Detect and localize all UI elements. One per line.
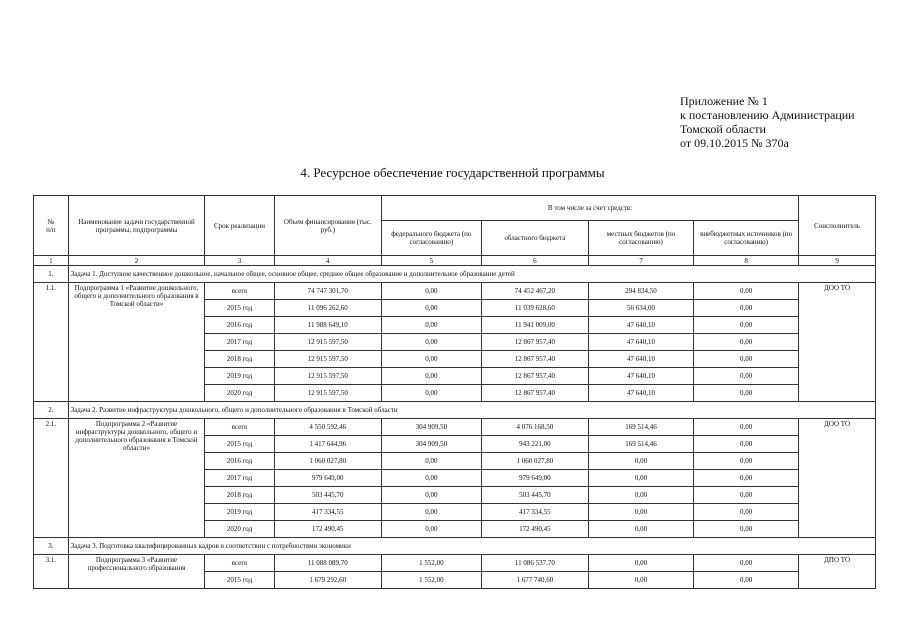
volume-cell: 12 915 597,50 [274,368,381,385]
federal-cell: 0,00 [381,334,481,351]
term-cell: 2020 год [205,385,274,402]
subprogram-number: 3.1. [34,555,69,589]
header-name: Наименование задачи государственной программы, подпрограммы [68,196,205,256]
subprogram-number: 2.1. [34,419,69,538]
local-cell: 0,00 [588,470,693,487]
executor-cell: ДОО ТО [799,419,876,538]
regional-cell: 417 334,55 [481,504,588,521]
term-cell: 2018 год [205,487,274,504]
header-extra: внебюджетных источников (по согласованию) [694,221,799,256]
local-cell: 47 640,10 [588,351,693,368]
header-federal: федерального бюджета (по согласованию) [381,221,481,256]
term-cell: всего [205,555,274,572]
extra-cell: 0,00 [694,555,799,572]
table-body [34,266,876,589]
regional-cell: 503 445,70 [481,487,588,504]
header-volume: Объем финансирования (тыс. руб.) [274,196,381,256]
regional-cell: 172 490,45 [481,521,588,538]
local-cell: 0,00 [588,504,693,521]
local-cell: 0,00 [588,521,693,538]
extra-cell: 0,00 [694,419,799,436]
local-cell: 0,00 [588,572,693,589]
extra-cell: 0,00 [694,521,799,538]
local-cell: 47 640,10 [588,368,693,385]
extra-cell: 0,00 [694,317,799,334]
volume-cell: 12 915 597,50 [274,351,381,368]
volume-cell: 979 649,00 [274,470,381,487]
volume-cell: 12 915 597,50 [274,385,381,402]
local-cell: 169 514,46 [588,419,693,436]
extra-cell: 0,00 [694,453,799,470]
extra-cell: 0,00 [694,368,799,385]
term-cell: 2019 год [205,368,274,385]
subprogram-name: Подпрограмма 3 «Развитие профессионального образования [68,555,205,589]
federal-cell: 0,00 [381,521,481,538]
federal-cell: 0,00 [381,470,481,487]
task-title: Задача 3. Подготовка квалифицированных кадров в соответствии с потребностями экономики [68,538,875,555]
extra-cell: 0,00 [694,351,799,368]
table-row [34,555,876,572]
term-cell: 2016 год [205,317,274,334]
extra-cell: 0,00 [694,572,799,589]
federal-cell: 0,00 [381,317,481,334]
extra-cell: 0,00 [694,487,799,504]
task-row [34,266,876,283]
subprogram-name: Подпрограмма 1 «Развитие дошкольного, общего и дополнительного образования в Томской области» [68,283,205,402]
subprogram-number: 1.1. [34,283,69,402]
local-cell: 169 514,46 [588,436,693,453]
regional-cell: 1 060 027,80 [481,453,588,470]
regional-cell: 12 867 957,40 [481,385,588,402]
col-number: 1 [34,256,69,266]
executor-cell: ДОО ТО [799,283,876,402]
term-cell: 2020 год [205,521,274,538]
extra-cell: 0,00 [694,385,799,402]
table-row [34,283,876,300]
resource-table [33,195,876,589]
volume-cell: 417 334,55 [274,504,381,521]
term-cell: 2017 год [205,334,274,351]
appendix-line: Приложение № 1 [680,94,768,108]
local-cell: 47 640,10 [588,317,693,334]
local-cell: 47 640,10 [588,334,693,351]
col-number: 8 [694,256,799,266]
local-cell: 294 834,50 [588,283,693,300]
volume-cell: 12 915 597,50 [274,334,381,351]
federal-cell: 0,00 [381,351,481,368]
local-cell: 0,00 [588,453,693,470]
header-local: местных бюджетов (по согласованию) [588,221,693,256]
volume-cell: 172 490,45 [274,521,381,538]
header-regional: областного бюджета [481,221,588,256]
regional-cell: 11 039 628,60 [481,300,588,317]
task-row [34,538,876,555]
appendix-line: Томской области [680,122,766,136]
regional-cell: 11 086 537,70 [481,555,588,572]
table-row [34,419,876,436]
federal-cell: 304 909,50 [381,419,481,436]
col-number: 6 [481,256,588,266]
col-number: 2 [68,256,205,266]
extra-cell: 0,00 [694,300,799,317]
volume-cell: 11 988 649,10 [274,317,381,334]
extra-cell: 0,00 [694,470,799,487]
local-cell: 0,00 [588,555,693,572]
volume-cell: 1 679 292,60 [274,572,381,589]
federal-cell: 0,00 [381,385,481,402]
federal-cell: 0,00 [381,504,481,521]
extra-cell: 0,00 [694,334,799,351]
volume-cell: 1 417 644,96 [274,436,381,453]
volume-cell: 1 060 027,80 [274,453,381,470]
regional-cell: 12 867 957,40 [481,351,588,368]
header-including: В том числе за счет средств: [381,196,798,221]
federal-cell: 1 552,00 [381,555,481,572]
term-cell: 2019 год [205,504,274,521]
col-number: 7 [588,256,693,266]
extra-cell: 0,00 [694,504,799,521]
regional-cell: 12 867 957,40 [481,334,588,351]
regional-cell: 11 941 009,00 [481,317,588,334]
term-cell: 2015 год [205,572,274,589]
col-number: 4 [274,256,381,266]
local-cell: 56 634,00 [588,300,693,317]
term-cell: всего [205,419,274,436]
task-row [34,402,876,419]
federal-cell: 1 552,00 [381,572,481,589]
regional-cell: 979 649,00 [481,470,588,487]
federal-cell: 0,00 [381,453,481,470]
term-cell: 2015 год [205,300,274,317]
subprogram-name: Подпрограмма 2 «Развитие инфраструктуры дошкольного, общего и дополнительного образования в Томской области» [68,419,205,538]
extra-cell: 0,00 [694,436,799,453]
term-cell: 2018 год [205,351,274,368]
regional-cell: 74 452 467,20 [481,283,588,300]
term-cell: 2016 год [205,453,274,470]
regional-cell: 943 221,00 [481,436,588,453]
extra-cell: 0,00 [694,283,799,300]
task-number: 2. [34,402,69,419]
header-num: № п/п [34,196,69,256]
regional-cell: 12 867 957,40 [481,368,588,385]
regional-cell: 1 677 740,60 [481,572,588,589]
volume-cell: 74 747 301,70 [274,283,381,300]
volume-cell: 11 096 262,60 [274,300,381,317]
volume-cell: 11 088 089,70 [274,555,381,572]
document-title: 4. Ресурсное обеспечение государственной программы [300,165,605,180]
task-number: 3. [34,538,69,555]
task-number: 1. [34,266,69,283]
appendix-line: к постановлению Администрации [680,108,855,122]
federal-cell: 0,00 [381,487,481,504]
local-cell: 47 640,10 [588,385,693,402]
federal-cell: 0,00 [381,300,481,317]
header-executor: Соисполнитель [799,196,876,256]
federal-cell: 0,00 [381,283,481,300]
volume-cell: 503 445,70 [274,487,381,504]
col-number: 9 [799,256,876,266]
term-cell: 2017 год [205,470,274,487]
appendix-block [680,94,855,150]
task-title: Задача 2. Развитие инфраструктуры дошкольного, общего и дополнительного образования в Томской области [68,402,875,419]
task-title: Задача 1. Доступное качественное дошкольное, начальное общее, основное общее, среднее общее образование и дополнительное образование детей [68,266,875,283]
regional-cell: 4 076 168,50 [481,419,588,436]
executor-cell: ДПО ТО [799,555,876,589]
term-cell: всего [205,283,274,300]
federal-cell: 0,00 [381,368,481,385]
federal-cell: 304 909,50 [381,436,481,453]
col-number: 5 [381,256,481,266]
header-term: Срок реализации [205,196,274,256]
local-cell: 0,00 [588,487,693,504]
term-cell: 2015 год [205,436,274,453]
col-number: 3 [205,256,274,266]
volume-cell: 4 550 592,46 [274,419,381,436]
appendix-line: от 09.10.2015 № 370а [680,136,789,150]
